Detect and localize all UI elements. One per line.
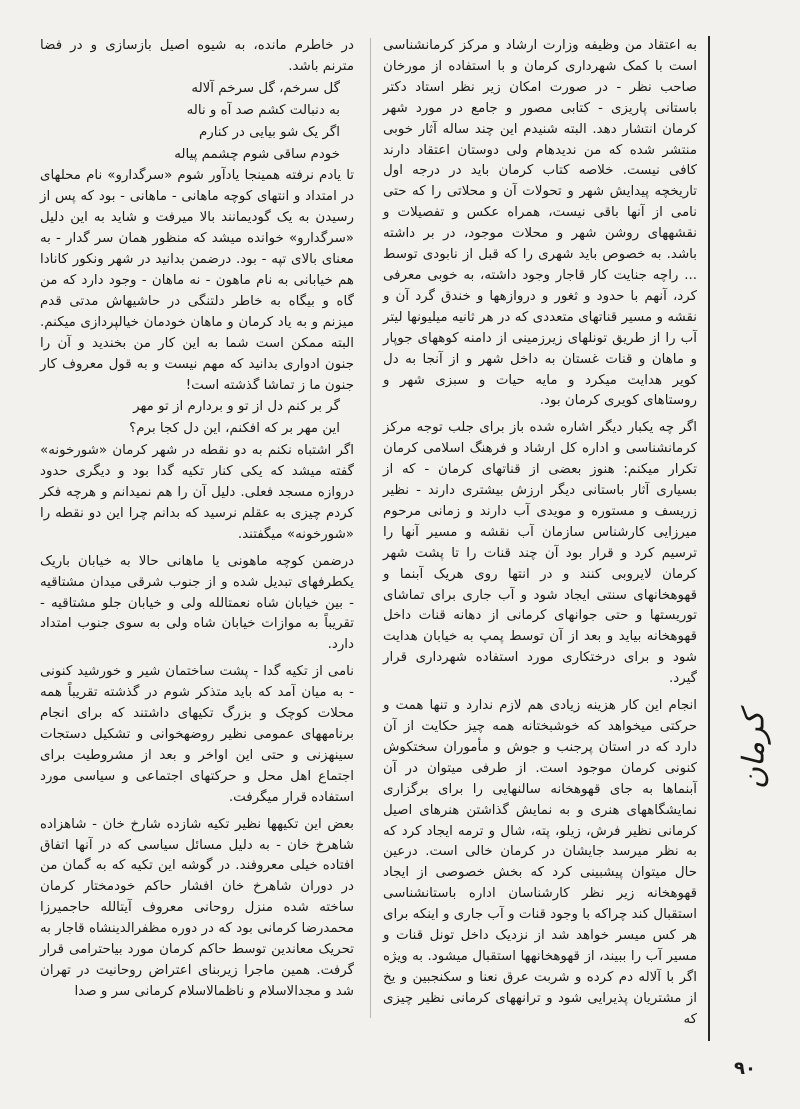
verse-line: این مهر بر که افکنم، این دل کجا برم؟ [129, 421, 340, 437]
left-paragraph-3: درضمن کوچه ماهونی یا ماهانی حالا به خیابان باریک یکطرفهای تبدیل شده و از جنوب شرقی میدان مشتاقیه - بین خیابان شاه نعمتالله ولی و خیابان جلو مشتاقیه - تقریباً به موازات خیابان شاه ولی به سوی جنوب امتداد دارد. [40, 553, 354, 653]
right-paragraph-1: به اعتقاد من وظیفه وزارت ارشاد و مرکز کرمانشناسی است با کمک شهرداری کرمان و با استفاده از مورخان صاحب نظر - در صورت امکان زیر نظر استاد دکتر باستانی پاریزی - کتابی مصور و جامع در مورد شهر کرمان انتشار دهد. البته شنیدم این چند ساله آثار خوبی منتشر شده که من ندیدهام ولی دوستان اعتقاد دارند کافی نیست. خلاصه کتاب کرمان باید در درجه اول تاریخچه پیدایش شهر و تحولات آن و محلاتی را که حتی نامی از آنها باقی نیست، همراه عکس و تفصیلات و نقشههای روشن شهر و محلات موجود، در بر داشته باشد. به خصوص باید شهری را که قبل از نابودی توسط ... راچه جنایت کار قاجار وجود داشته، به خوبی معرفی کرد، آنهم با حدود و ثغور و دروازهها و خندق گرد آن و نقشه و مسیر قناتهای متعددی که در هر ثانیه میلیونها لیتر آب را از طریق تونلهای زیرزمینی از دامنه کوههای جوپار و ماهان و قنات غستان به داخل شهر و از آنجا به دل کویر هدایت میکرد و مایه حیات و سبزی شهر و روستاهای کویری کرمان بود. [383, 38, 697, 409]
right-column [383, 36, 697, 1031]
column-divider [370, 38, 371, 1018]
left-paragraph-4: نامی از تکیه گدا - پشت ساختمان شیر و خورشید کنونی - به میان آمد که باید متذکر شوم در گذشته تقریباً همه محلات کوچک و بزرگ تکیهای داشتند که برای انجام برنامههای عمومی نظیر روضهخوانی و تشکیل دستجات سینهزنی و حتی این اواخر و بعد از مشروطیت برای اجتماع اهل محل و حرکتهای اجتماعی و سیاسی مورد استفاده قرار میگرفت. [40, 664, 354, 805]
poem-verse-2 [40, 397, 354, 440]
verse-line: اگر یک شو بیایی در کنارم [198, 124, 340, 140]
left-paragraph-2: اگر اشتباه نکنم به دو نقطه در شهر کرمان «شورخونه» گفته میشد که یکی کنار تکیه گدا بود و دیگری حدود دروازه مسجد فعلی. دلیل آن را هم نمیدانم و هرچه فکر کردم چیزی به عقلم نرسید که بدانم چرا این دو نقطه را «شورخونه» میگفتند. [40, 443, 354, 542]
left-intro: در خاطرم مانده، به شیوه اصیل بازسازی و در فضا مترنم باشد. [40, 38, 354, 74]
left-paragraph-5: بعض این تکیهها نظیر تکیه شازده شارخ خان - شاهزاده شاهرخ خان - به دلیل مسائل سیاسی که در آنها اتفاق افتاده خیلی معروفند. در گوشه این تکیه که به گمان من در دوران شاهرخ خان افشار حاکم خودمختار کرمان ساخته شده منزل روحانی معروف آیتالله حاجمیرزا محمدرضا کرمانی بود که در دوره مظفرالدینشاه قاجار به تحریک معاندین توسط حاکم کرمان مورد بیاحترامی قرار گرفت. همین ماجرا زیربنای اعتراض روحانیت در تهران شد و مجدالاسلام و ناظمالاسلام کرمانی سر و صدا [40, 816, 354, 999]
right-paragraph-2: اگر چه یکبار دیگر اشاره شده باز برای جلب توجه مرکز کرمانشناسی و اداره کل ارشاد و فرهنگ اسلامی کرمان تکرار میکنم: هنوز بعضی از قناتهای کرمان - که از بسیاری آثار باستانی دیگر ارزش بیشتری دارند - نظیر زریسف و مستوره و مویدی آب دارند و زمانی مرحوم میرزایی کارشناس سازمان آب نقشه و مسیر آنها را ترسیم کرد و قرار بود آن چند قنات را تا پشت شهر کرمان لایروبی کنند و در انتها روی هریک آبنما و قهوهخانهای سنتی ایجاد شود و آب جاری برای تماشای توریستها و حتی جوانهای کرمانی از دهانه قنات داخل قهوهخانه بیاید و بعد از آن توسط پمپ به خیابان هدایت شود و برای درختکاری مورد استفاده شهرداری قرار گیرد. [383, 420, 697, 687]
verse-line: گل سرخم، گل سرخم آلاله [191, 80, 340, 96]
left-paragraph-1: تا یادم نرفته همینجا یادآور شوم «سرگدارو» نام محلهای در امتداد و انتهای کوچه ماهانی - ماهانی - بود که پس از رسیدن به یک گودیمانند بالا میرفت و شاید به این دلیل «سرگدارو» خوانده میشد که منظور همان سر گدار - به معنای بالای تپه - بود. درضمن بدانید در شهر ونکور کانادا هم خیابانی به نام ماهون - نه ماهان - وجود دارد که من گاه و بیگاه به خاطر دلتنگی در حاشیهاش مدتی قدم میزنم و به یاد کرمان و ماهان خودمان خیالپردازی میکنم. البته ممکن است شما به این کار من بخندید و آن را جنون ادواری بدانید که مهم نیست و به قول معروف کار جنون ما ز تماشا گذشته است! [40, 168, 354, 393]
verse-line: خودم ساقی شوم چشمم پیاله [174, 146, 340, 162]
verse-line: به دنبالت کشم صد آه و ناله [186, 102, 340, 118]
left-column [40, 36, 354, 1003]
margin-rule [708, 36, 710, 1041]
poem-verse [40, 79, 354, 166]
verse-line: گر بر کنم دل از تو و بردارم از تو مهر [133, 399, 340, 415]
magazine-brand: کرمان [736, 710, 772, 790]
right-paragraph-3: انجام این کار هزینه زیادی هم لازم ندارد و تنها همت و حرکتی میخواهد که خوشبختانه همه چیز حکایت از آن دارد که در استان پرجنب و جوش و مأموران سختکوش کنونی کرمان موجود است. از طرفی میتوان در آن آبنماها به جای قهوهخانه سالنهایی را برای برگزاری نمایشگاههای هنری و به نمایش گذاشتن هنرهای اصیل کرمانی نظیر فرش، زیلو، پته، شال و ترمه ایجاد کرد که به نظر میرسد جایشان در کرمان خالی است. درعین حال میتوان پیشبینی کرد که بخش خصوصی از ایجاد قهوهخانه زیر نظر کارشناسان اداره باستانشناسی استقبال کند چراکه با وجود قنات و آب جاری و اینکه برای هر کس میسر خواهد شد از نزدیک داخل تونل قنات و مسیر آب را ببیند، از قهوهخانهها استقبال میشود. به ویژه اگر با آلاله دم کرده و شربت عرق نعنا و سکنجبین و یخ از مشتریان پذیرایی شود و ترانههای کرمانی نظیر چیزی که [383, 698, 697, 1027]
page-number: ۹۰ [734, 1058, 756, 1079]
